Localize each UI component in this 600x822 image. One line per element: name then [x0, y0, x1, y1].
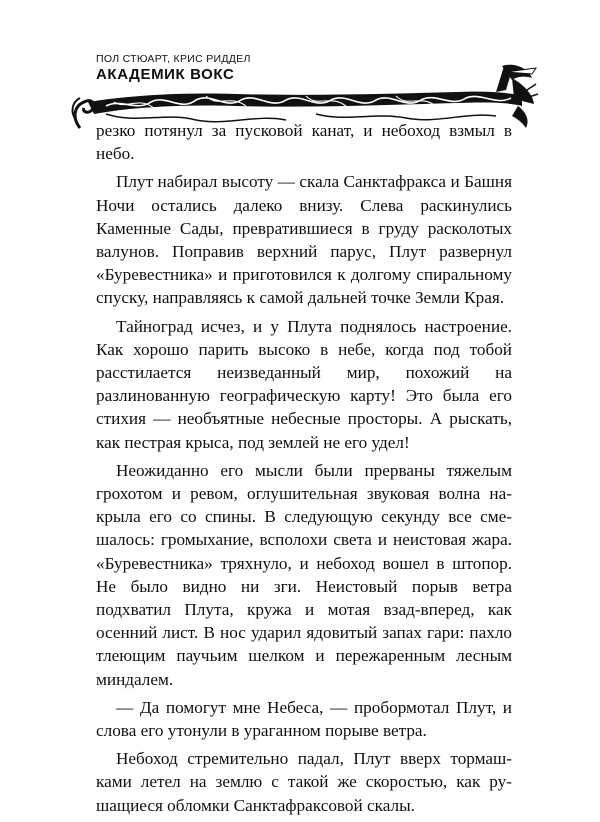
paragraph: резко потянул за пусковой канат, и небоход взмыл в небо. [96, 121, 512, 164]
paragraph: Неожиданно его мысли были прерваны тяжелым грохотом и ревом, оглушительная звуковая волна накрыла его со спины. В следующую секунду все смешалось: громыхание, всполохи света и неистовая жара. «Буревестника» тряхнуло, и небоход вошел в штопор. Не было видно ни зги. Неистовый порыв ветра подхватил Плута, кружа и мотая взад-вперед, как осенний лист. В нос ударил ядовитый запах гари: пахло тлеющим паучьим шелком и пережаренным лесным миндалем. [96, 460, 512, 689]
paragraph: — Да помогут мне Небеса, — пробормотал Плут, и слова его утонули в ураганном порыве ветра. [96, 697, 512, 741]
paragraph: Небоход стремительно падал, Плут вверх тормашками летел на землю с такой же скоростью, как рушащиеся обломки Санктафраксовой скалы. [96, 749, 512, 815]
body-text [96, 119, 512, 822]
header-authors: ПОЛ СТЮАРТ, КРИС РИДДЕЛ [96, 53, 251, 65]
paragraph: Плут набирал высоту — скала Санктафракса и Башня Ночи остались далеко внизу. Слева раскинулись Каменные Сады, превратившиеся в груду расколотых валунов. Поправив верхний парус, Плут развернул «Буревестника» и приготовился к долгому спиральному спуску, направляясь к самой дальней точке Земли Края. [96, 172, 512, 308]
paragraph: Тайноград исчез, и у Плута поднялось настроение. Как хорошо парить высоко в небе, когда под тобой расстилается неизведанный мир, похожий на разлинованную географическую карту! Это была его стихия — необъятные небесные просторы. А рыскать, как пестрая крыса, под землей не его удел! [96, 316, 512, 452]
header-book-title: АКАДЕМИК ВОКС [96, 66, 235, 83]
